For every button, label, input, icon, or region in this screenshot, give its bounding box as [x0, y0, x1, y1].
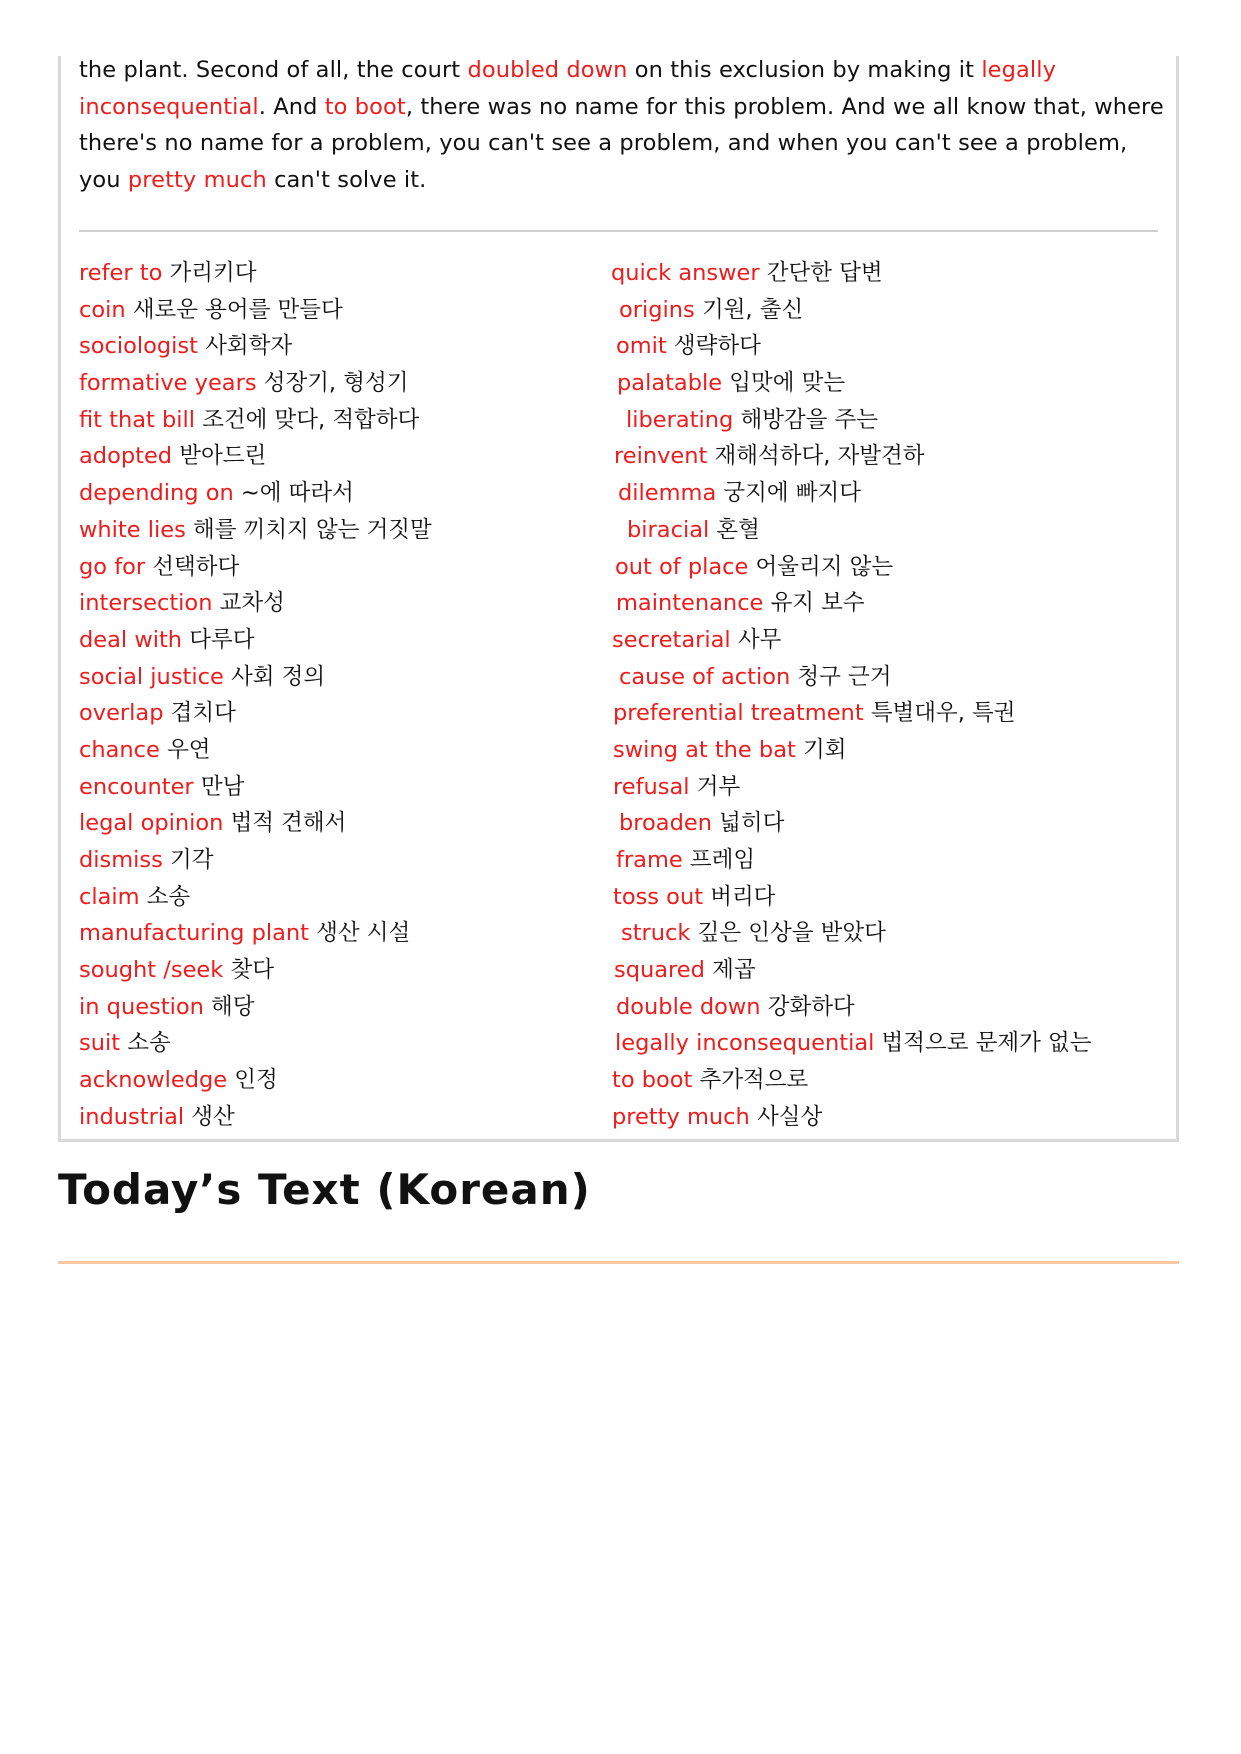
vocab-translation: 교차성: [219, 590, 285, 617]
vocab-term: chance: [79, 736, 160, 763]
vocab-term: double down: [616, 993, 761, 1020]
highlighted-phrase: pretty much: [127, 166, 267, 193]
vocab-translation: 사회 정의: [230, 663, 326, 690]
vocab-translation: 소송: [146, 883, 191, 910]
vocab-entry: [79, 769, 432, 806]
vocab-translation: 제곱: [712, 957, 756, 984]
vocab-term: to boot: [612, 1067, 693, 1094]
vocab-entry: [79, 989, 432, 1026]
vocab-translation: 해방감을 주는: [740, 406, 879, 433]
passage-segment: can't solve it.: [266, 166, 427, 193]
vocab-term: deal with: [79, 626, 183, 653]
vocab-entry: [611, 549, 1091, 586]
vocab-term: intersection: [79, 590, 213, 617]
vocab-translation: 기회: [802, 736, 847, 763]
vocab-term: secretarial: [612, 626, 731, 653]
vocab-term: preferential treatment: [613, 700, 864, 727]
vocab-entry: [79, 585, 432, 622]
vocab-entry: [611, 402, 1091, 439]
vocab-translation: 인정: [234, 1067, 278, 1094]
vocab-term: encounter: [79, 773, 194, 800]
vocab-translation: 궁지에 빠지다: [723, 480, 861, 507]
vocab-entry: [79, 438, 432, 475]
vocab-term: acknowledge: [79, 1067, 228, 1094]
vocab-translation: 기원, 출신: [701, 296, 804, 323]
vocab-entry: [79, 365, 432, 402]
vocab-entry: [611, 732, 1091, 769]
vocab-entry: [79, 879, 432, 916]
highlighted-phrase: legally inconsequential: [79, 57, 1056, 120]
vocab-translation: 간단한 답변: [766, 260, 883, 286]
vocab-translation: 거부: [696, 773, 741, 800]
vocab-entry: [611, 769, 1091, 806]
vocab-term: frame: [616, 847, 683, 873]
vocab-translation: 우연: [167, 736, 211, 763]
vocab-entry: [79, 255, 432, 292]
vocab-entry: [611, 842, 1091, 879]
vocab-translation: 성장기, 형성기: [263, 370, 409, 397]
vocab-term: toss out: [613, 883, 704, 910]
vocab-list-left: [79, 255, 432, 1136]
vocab-translation: 깊은 인상을 받았다: [697, 920, 886, 947]
vocab-entry: [611, 328, 1091, 365]
vocab-translation: 버리다: [710, 883, 776, 910]
vocab-translation: 소송: [127, 1030, 171, 1057]
vocab-entry: [611, 879, 1091, 916]
vocab-term: pretty much: [612, 1103, 750, 1130]
vocab-term: white lies: [79, 516, 186, 543]
vocab-entry: [79, 622, 432, 659]
passage-text: [79, 52, 1169, 198]
vocab-term: struck: [621, 920, 691, 947]
passage-segment: , there was no name for this problem. And we all know that, where there's no name for a problem, you can't see a problem, and when you can't see a problem, you: [79, 93, 1164, 193]
vocab-translation: 혼혈: [716, 516, 760, 543]
vocab-entry: [611, 512, 1091, 549]
vocab-translation: 선택하다: [152, 553, 240, 580]
vocab-translation: 생산: [191, 1103, 235, 1130]
vocab-term: omit: [616, 333, 667, 360]
vocab-entry: [611, 255, 1091, 292]
section-heading: Today’s Text (Korean): [58, 1165, 591, 1214]
vocab-term: refusal: [613, 773, 690, 800]
vocab-entry: [79, 695, 432, 732]
vocab-term: reinvent: [614, 443, 708, 470]
vocab-term: sought /seek: [79, 957, 224, 984]
vocab-term: liberating: [626, 406, 734, 433]
vocab-entry: [611, 585, 1091, 622]
vocab-term: claim: [79, 883, 140, 910]
vocab-term: broaden: [619, 810, 712, 837]
vocab-entry: [79, 732, 432, 769]
vocab-term: go for: [79, 553, 146, 580]
vocab-entry: [611, 695, 1091, 732]
vocab-entry: [79, 328, 432, 365]
vocab-entry: [79, 1025, 432, 1062]
vocab-term: biracial: [627, 516, 710, 543]
vocab-term: origins: [619, 296, 695, 323]
vocab-entry: [611, 292, 1091, 329]
vocab-translation: 사실상: [756, 1103, 823, 1130]
vocab-entry: [79, 659, 432, 696]
vocab-entry: [611, 365, 1091, 402]
vocab-entry: [79, 842, 432, 879]
vocab-entry: [79, 402, 432, 439]
vocab-term: adopted: [79, 443, 173, 470]
vocab-translation: 가리키다: [169, 260, 257, 286]
vocab-translation: 청구 근거: [797, 663, 892, 690]
vocab-translation: 해를 끼치지 않는 거짓말: [192, 516, 432, 543]
vocab-translation: 받아드린: [179, 443, 267, 470]
vocab-entry: [79, 512, 432, 549]
vocab-term: dismiss: [79, 847, 163, 873]
vocab-translation: 유지 보수: [770, 590, 865, 617]
vocab-term: squared: [614, 957, 705, 984]
passage-segment: on this exclusion by making it: [627, 57, 982, 83]
vocab-translation: 입맛에 맞는: [729, 370, 846, 397]
vocab-entry: [79, 915, 432, 952]
vocab-entry: [611, 952, 1091, 989]
vocab-entry: [611, 1025, 1091, 1062]
vocab-entry: [611, 475, 1091, 512]
vocab-list-right: [611, 255, 1091, 1136]
vocab-translation: 특별대우, 특권: [870, 700, 1016, 727]
vocab-entry: [611, 622, 1091, 659]
vocab-translation: 겹치다: [170, 700, 236, 727]
vocab-translation: 만남: [200, 773, 245, 800]
vocab-entry: [611, 438, 1091, 475]
vocab-entry: [79, 1099, 432, 1136]
vocab-entry: [611, 1062, 1091, 1099]
vocab-translation: 다루다: [189, 626, 255, 653]
vocab-translation: 새로운 용어를 만들다: [132, 296, 343, 323]
vocab-term: in question: [79, 993, 204, 1020]
highlighted-phrase: doubled down: [467, 57, 628, 83]
vocab-term: formative years: [79, 370, 257, 397]
vocab-term: overlap: [79, 700, 164, 727]
vocab-translation: 넓히다: [719, 810, 785, 837]
vocab-term: quick answer: [611, 260, 760, 286]
vocab-entry: [611, 915, 1091, 952]
vocab-translation: 추가적으로: [699, 1067, 809, 1094]
vocab-term: cause of action: [619, 663, 791, 690]
vocab-term: suit: [79, 1030, 121, 1057]
vocab-entry: [79, 292, 432, 329]
vocab-translation: 생산 시설: [316, 920, 411, 947]
vocab-translation: 사회학자: [205, 333, 293, 360]
vocab-term: refer to: [79, 260, 163, 286]
vocab-translation: 기각: [170, 847, 214, 873]
vocab-entry: [79, 952, 432, 989]
vocab-translation: 어울리지 않는: [755, 553, 894, 580]
passage-segment: the plant. Second of all, the court: [79, 57, 468, 83]
vocab-term: maintenance: [616, 590, 764, 617]
vocab-translation: 프레임: [689, 847, 756, 873]
vocab-translation: 법적 견해서: [230, 810, 347, 837]
vocab-term: dilemma: [618, 480, 717, 507]
vocab-translation: 생략하다: [673, 333, 761, 360]
vocab-entry: [79, 1062, 432, 1099]
vocab-term: fit that bill: [79, 406, 196, 433]
vocab-translation: ~에 따라서: [240, 480, 354, 507]
vocab-term: legally inconsequential: [615, 1030, 875, 1057]
vocab-entry: [611, 659, 1091, 696]
section-divider: [79, 230, 1158, 232]
vocab-entry: [79, 475, 432, 512]
vocab-term: social justice: [79, 663, 224, 690]
vocab-entry: [79, 549, 432, 586]
vocab-translation: 사무: [737, 626, 782, 653]
highlighted-phrase: to boot: [324, 93, 406, 120]
vocab-translation: 조건에 맞다, 적합하다: [202, 406, 420, 433]
vocab-term: manufacturing plant: [79, 920, 309, 947]
vocab-term: palatable: [617, 370, 723, 397]
vocab-term: sociologist: [79, 333, 198, 360]
vocab-entry: [611, 1099, 1091, 1136]
vocab-translation: 법적으로 문제가 없는: [881, 1030, 1092, 1057]
vocab-term: depending on: [79, 480, 234, 507]
vocab-term: coin: [79, 296, 126, 323]
vocab-term: legal opinion: [79, 810, 224, 837]
vocab-entry: [611, 989, 1091, 1026]
vocab-translation: 재해석하다, 자발견하: [714, 443, 925, 470]
vocab-translation: 강화하다: [767, 993, 855, 1020]
passage-segment: . And: [258, 93, 325, 120]
vocab-entry: [79, 805, 432, 842]
vocab-translation: 찾다: [230, 957, 274, 984]
vocab-translation: 해당: [211, 993, 255, 1020]
vocab-term: industrial: [79, 1103, 185, 1130]
vocab-term: out of place: [615, 553, 749, 580]
heading-underline: [58, 1261, 1179, 1264]
vocab-entry: [611, 805, 1091, 842]
vocab-term: swing at the bat: [613, 736, 796, 763]
